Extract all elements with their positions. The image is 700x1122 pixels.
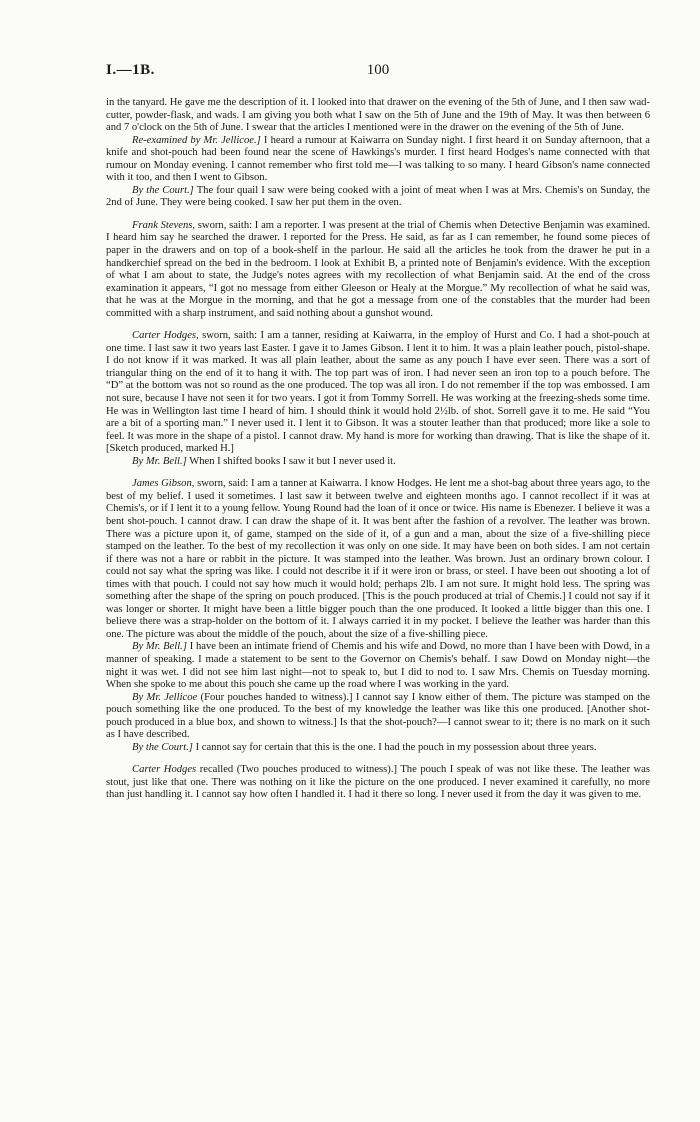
paragraph: James Gibson, sworn, said: I am a tanner at Kaiwarra. I know Hodges. He lent me a shot-bag about three years ago, to the best of my belief. I used it sometimes. I last saw it between twelve and eighteen months ago. I cannot recollect if it was at Chemis's, or if I lent it to a young fellow. Young Round had the loan of it once or twice. His name is Ebenezer. I believe it was a bent shot-pouch. I cannot draw. I can draw the shape of it. It was bent after the fashion of a revolver. The leather was brown. There was a picture upon it, of game, stamped on the side of it, of a gun and a man, about the size of a five-shilling piece stamped on the leather. To the best of my recollection it was only on one side. It may have been on both sides. I am not certain if there was not a hare or rabbit in the picture. It was stamped into the leather. Was brown. Just an ordinary brown colour. I could not say what the spring was like. I could not describe it if it were iron or brass, or steel. I have been out shooting a lot of times with that pouch. I could not say how much it would hold; perhaps 2lb. I am not sure. It might hold less. The spring was something after the shape of the spring on pouch produced. [This is the pouch produced at trial of Chemis.] I could not say if it was longer or shorter. It might have been a little bigger pouch than the one produced. It looked a little bigger than this one. I believe there was a strap-holder on the bottom of it. I always carried it in my pocket. I believe the leather was harder than this one. The picture was about the middle of the pouch, about the size of a five-shilling piece. [106, 478, 650, 640]
examiner-lead: By the Court.] [132, 184, 194, 196]
witness-name: Carter Hodges [132, 764, 197, 776]
witness-name: Frank Stevens, [132, 219, 196, 231]
examiner-lead: By Mr. Bell.] [132, 641, 187, 653]
paragraph: Frank Stevens, sworn, saith: I am a reporter. I was present at the trial of Chemis when Detective Benjamin was examined. I heard him say he searched the drawer. I reported for the Press. He said, as far as I can remember, he found some pieces of paper in the drawers and on top of a book-shelf in the parlour. He said all the articles he took from the drawer he put in a handkerchief spread on the bed in the bedroom. I look at Exhibit B, a printed note of Benjamin's evidence. With the exception of what I am about to state, the Judge's notes agrees with my recollection of what Benjamin said. At the end of the cross examination it appears, “I got no message from either Gleeson or Healy at the Morgue.” My recollection of what he said was, that he was at the Morgue in the morning, and that he got a message from one of the constables that the murder had been committed with a sharp instrument, and said nothing about a gunshot wound. [106, 219, 651, 319]
paragraph: in the tanyard. He gave me the description of it. I looked into that drawer on the evening of the 5th of June, and I then saw wad-cutter, powder-flask, and wads. I am giving you both what I saw on the 5th of June and the 19th of May. It was then between 6 and 7 o'clock on the 5th of June. I swear that the articles I mentioned were in the drawer on the evening of the 5th of June. [106, 97, 650, 134]
paragraph: By Mr. Bell.] I have been an intimate friend of Chemis and his wife and Dowd, no more than I have been with Dowd, in a manner of speaking. I made a statement to be sent to the Governor on Chemis's behalf. I saw Dowd on Monday night—the night it was wet. I did not see him last night—not to speak to, but I did to nod to. I saw Mrs. Chemis on Tuesday morning. When she spoke to me about this pouch she came up the road where I was working in the yard. [106, 641, 650, 691]
page-header [106, 62, 650, 82]
page-number: 100 [366, 62, 390, 78]
examiner-lead: Re-examined by Mr. Jellicoe.] [132, 134, 261, 146]
paragraph: Carter Hodges recalled (Two pouches produced to witness).] The pouch I speak of was not like these. The leather was stout, just like that one. There was nothing on it like the picture on the one produced. I never examined it carefully, no more than just handling it. I cannot say how often I handled it. I had it there so long. I never used it from the day it was given to me. [106, 764, 650, 801]
paragraph: By Mr. Jellicoe (Four pouches handed to witness).] I cannot say I know either of them. The picture was stamped on the pouch something like the one produced. To the best of my knowledge the leather was like this one produced. [Another shot-pouch produced in a blue box, and shown to witness.] Is that the shot-pouch?—I cannot swear to it; there is no mark on it such as I have described. [106, 691, 651, 741]
witness-name: James Gibson, [132, 478, 195, 490]
paragraph: Re-examined by Mr. Jellicoe.] I heard a rumour at Kaiwarra on Sunday night. I first heard it on Sunday afternoon, that a knife and shot-pouch had been found near the scene of Hawkings's murder. I first heard Hodges's name connected with that rumour on Monday evening. I cannot remember who first told me—I was talking to so many. I heard Gibson's name connected with it too, and then I went to Gibson. [106, 134, 650, 184]
examiner-lead: By Mr. Bell.] [132, 455, 187, 467]
document-code: I.—1B. [106, 62, 155, 78]
paragraph: By the Court.] I cannot say for certain that this is the one. I had the pouch in my possession about three years. [132, 741, 597, 753]
paragraph: By Mr. Bell.] When I shifted books I saw it but I never used it. [132, 455, 396, 467]
paragraph: Carter Hodges, sworn, saith: I am a tanner, residing at Kaiwarra, in the employ of Hurst and Co. I had a shot-pouch at one time. I last saw it two years last Easter. I gave it to James Gibson. I lent it to him. It was a plain leather pouch, pistol-shape. I do not know if it was marked. It was all plain leather, about the same as any pouch I have ever seen. There was a sort of triangular thing on the end of it to hang it with. The top part was of iron. I had never seen an iron top to a pouch before. The “D” at the bottom was not so round as the one produced. The top was all iron. I do not remember if the top was embossed. I am not sure, because I have not seen it for two years. I got it from Tommy Sorrell. He was working at the freezing-sheds some time. He was in Wellington last time I heard of him. I should think it would hold 2½lb. of shot. Sorrell gave it to me. He said “You are a bit of a sporting man.” I never used it. I lent it to Gibson. It was a stouter leather than that produced; more like a sole to feel. It was more in the shape of a pistol. I cannot draw. My hand is more for working than drawing. That is like the shape of it. [Sketch produced, marked H.] [106, 330, 651, 455]
examiner-lead: By the Court.] [132, 741, 193, 753]
examiner-lead: By Mr. Jellicoe [132, 691, 198, 703]
document-body [106, 97, 650, 802]
witness-name: Carter Hodges, [132, 330, 199, 342]
paragraph: By the Court.] The four quail I saw were being cooked with a joint of meat when I was at Mrs. Chemis's on Sunday, the 2nd of June. They were being cooked. I saw her put them in the oven. [106, 184, 650, 209]
